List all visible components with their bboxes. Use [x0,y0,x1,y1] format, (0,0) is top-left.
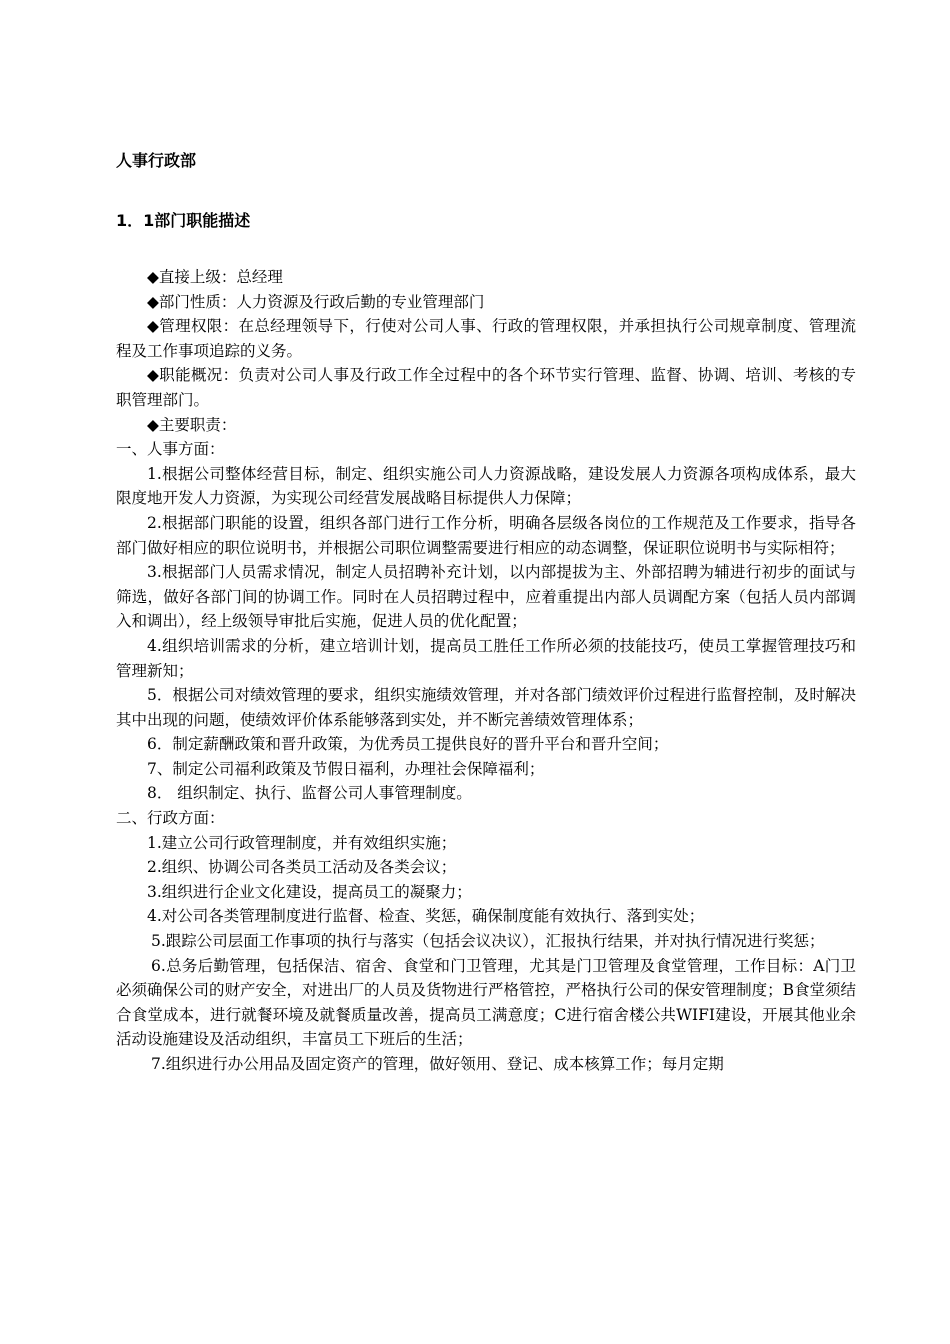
hr-item-6: 6．制定薪酬政策和晋升政策，为优秀员工提供良好的晋升平台和晋升空间； [147,735,669,754]
admin-item-4: 4.对公司各类管理制度进行监督、检查、奖惩，确保制度能有效执行、落到实处； [147,907,705,926]
hr-item-5: 5．根据公司对绩效管理的要求，组织实施绩效管理，并对各部门绩效评价过程进行监督控制，及时解决其中出现的问题，使绩效评价体系能够落到实处，并不断完善绩效管理体系； [116,686,856,729]
attr-department-nature: ◆部门性质：人力资源及行政后勤的专业管理部门 [147,292,485,311]
hr-item-7: 7、制定公司福利政策及节假日福利，办理社会保障福利； [147,759,545,778]
page-title: 人事行政部 [116,151,197,170]
hr-item-1: 1.根据公司整体经营目标，制定、组织实施公司人力资源战略，建设发展人力资源各项构成体系，最大限度地开发人力资源，为实现公司经营发展战略目标提供人力保障； [116,464,856,508]
admin-item-1: 1.建立公司行政管理制度，并有效组织实施； [147,833,457,852]
hr-item-2: 2.根据部门职能的设置，组织各部门进行工作分析，明确各层级各岗位的工作规范及工作要求，指导各部门做好相应的职位说明书，并根据公司职位调整需要进行相应的动态调整，保证职位说明书与实际相符； [116,513,856,557]
document-body [116,265,856,1077]
admin-item-5: 5.跟踪公司层面工作事项的执行与落实（包括会议决议），汇报执行结果，并对执行情况进行奖惩； [151,932,825,951]
admin-item-7: 7.组织进行办公用品及固定资产的管理，做好领用、登记、成本核算工作；每月定期 [151,1055,724,1073]
admin-item-6: 6.总务后勤管理，包括保洁、宿舍、食堂和门卫管理，尤其是门卫管理及食堂管理，工作目标：A门卫必须确保公司的财产安全，对进出厂的人员及货物进行严格管控，严格执行公司的保安管理制度；B食堂须结合食堂成本，进行就餐环境及就餐质量改善，提高员工满意度；C进行宿舍楼公共WIFI建设，开展其他业余活动设施建设及活动组织，丰富员工下班后的生活； [116,956,856,1049]
attr-function-overview: ◆职能概况：负责对公司人事及行政工作全过程中的各个环节实行管理、监督、协调、培训、考核的专职管理部门。 [116,366,856,409]
hr-item-4: 4.组织培训需求的分析，建立培训计划，提高员工胜任工作所必须的技能技巧，使员工掌握管理技巧和管理新知； [116,636,856,680]
admin-item-2: 2.组织、协调公司各类员工活动及各类会议； [147,858,457,877]
attr-direct-superior: ◆直接上级：总经理 [147,268,283,286]
attr-management-authority: ◆管理权限：在总经理领导下，行使对公司人事、行政的管理权限，并承担执行公司规章制度、管理流程及工作事项追踪的义务。 [116,317,856,360]
hr-heading: 一、人事方面： [116,440,225,459]
section-heading: 1．1部门职能描述 [116,211,251,230]
admin-item-3: 3.组织进行企业文化建设，提高员工的凝聚力； [147,882,472,901]
hr-item-3: 3.根据部门人员需求情况，制定人员招聘补充计划，以内部提拔为主、外部招聘为辅进行初步的面试与筛选，做好各部门间的协调工作。同时在人员招聘过程中，应着重提出内部人员调配方案（包括人员内部调入和调出），经上级领导审批后实施，促进人员的优化配置； [116,563,856,631]
admin-heading: 二、行政方面： [116,809,225,828]
attr-main-duties: ◆主要职责： [147,415,237,434]
hr-item-8: 8． 组织制定、执行、监督公司人事管理制度。 [147,784,472,803]
